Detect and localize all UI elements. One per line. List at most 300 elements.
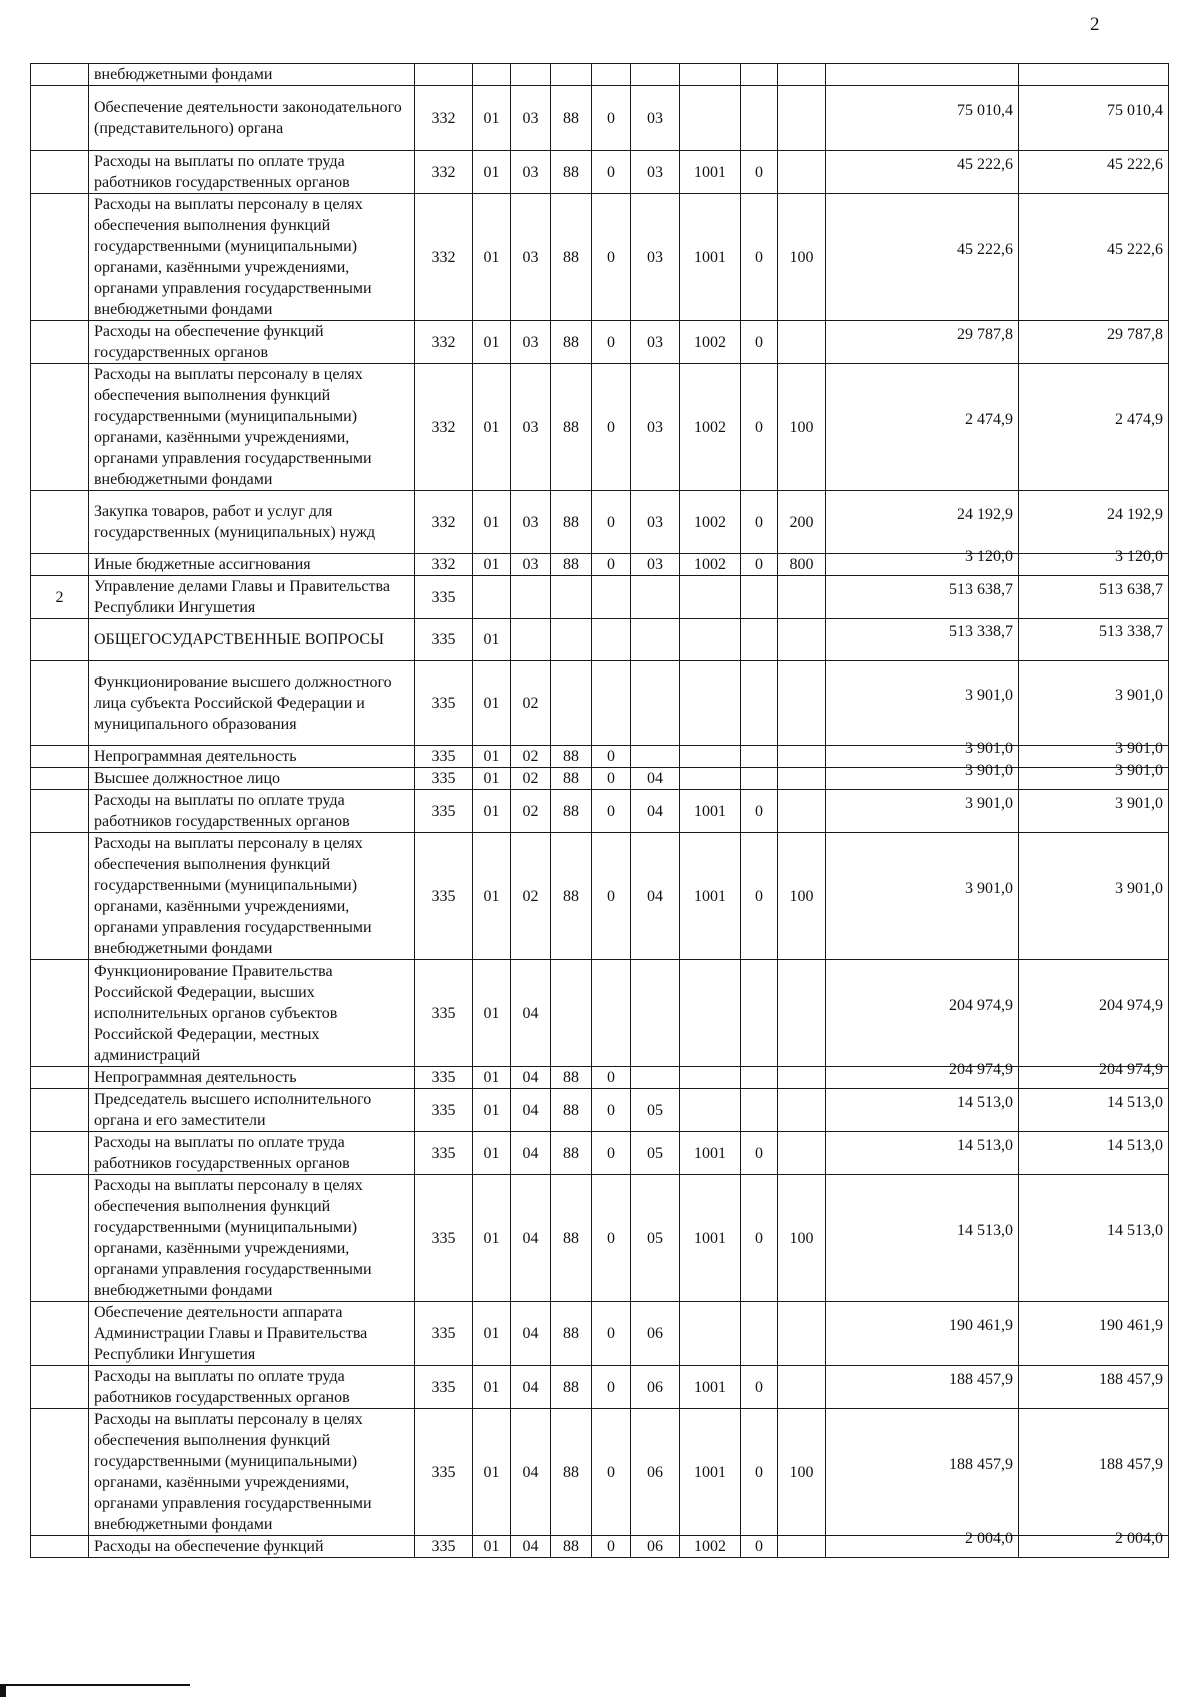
item-code-cell — [680, 661, 741, 746]
row-number-cell — [31, 619, 89, 661]
row-number-cell — [31, 364, 89, 491]
section-code-cell: 01 — [473, 554, 511, 576]
expense-name-cell: Управление делами Главы и Правительства Республики Ингушетия — [89, 576, 415, 619]
program-code-cell: 88 — [551, 833, 592, 960]
item-code-cell: 1002 — [680, 554, 741, 576]
subsection-code-cell: 03 — [511, 554, 551, 576]
gov-code-cell: 335 — [415, 1067, 473, 1089]
amount-value: 3 901,0 — [1115, 879, 1163, 897]
amount-value: 75 010,4 — [957, 101, 1013, 119]
direction-code-cell: 06 — [631, 1366, 680, 1409]
subprogram-code-cell: 0 — [592, 1089, 631, 1132]
gov-code-cell: 335 — [415, 1132, 473, 1175]
expense-name-cell: Расходы на обеспечение функций — [89, 1536, 415, 1558]
amount-value: 14 513,0 — [957, 1136, 1013, 1154]
amount-value: 513 638,7 — [949, 580, 1013, 598]
subitem-code-cell — [741, 661, 778, 746]
subprogram-code-cell: 0 — [592, 364, 631, 491]
program-code-cell: 88 — [551, 86, 592, 151]
amount-cell-2 — [1019, 1089, 1169, 1132]
subsection-code-cell: 04 — [511, 1067, 551, 1089]
amount-value: 3 901,0 — [1115, 740, 1163, 757]
subprogram-code-cell: 0 — [592, 321, 631, 364]
amount-cell-2 — [1019, 619, 1169, 661]
gov-code-cell — [415, 64, 473, 86]
item-code-cell — [680, 619, 741, 661]
direction-code-cell — [631, 746, 680, 768]
subsection-code-cell: 04 — [511, 1132, 551, 1175]
table-row — [31, 554, 1169, 576]
subitem-code-cell: 0 — [741, 151, 778, 194]
gov-code-cell: 332 — [415, 86, 473, 151]
amount-value: 3 901,0 — [1115, 686, 1163, 704]
direction-code-cell: 06 — [631, 1536, 680, 1558]
budget-table — [30, 63, 1169, 1558]
table-row — [31, 619, 1169, 661]
section-code-cell: 01 — [473, 1132, 511, 1175]
amount-value: 3 901,0 — [965, 686, 1013, 704]
row-number-cell — [31, 833, 89, 960]
subsection-code-cell: 03 — [511, 194, 551, 321]
expense-type-code-cell — [778, 1366, 826, 1409]
program-code-cell: 88 — [551, 790, 592, 833]
item-code-cell: 1001 — [680, 194, 741, 321]
expense-type-code-cell — [778, 576, 826, 619]
expense-type-code-cell — [778, 86, 826, 151]
subprogram-code-cell: 0 — [592, 86, 631, 151]
item-code-cell: 1001 — [680, 1366, 741, 1409]
program-code-cell — [551, 960, 592, 1067]
expense-type-code-cell — [778, 151, 826, 194]
row-number-cell — [31, 321, 89, 364]
subsection-code-cell: 04 — [511, 1302, 551, 1366]
direction-code-cell: 04 — [631, 833, 680, 960]
row-number-cell: 2 — [31, 576, 89, 619]
item-code-cell — [680, 746, 741, 768]
expense-name-cell: Расходы на выплаты по оплате труда работников государственных органов — [89, 790, 415, 833]
amount-cell — [826, 1132, 1019, 1175]
row-number-cell — [31, 960, 89, 1067]
amount-value: 3 901,0 — [1115, 794, 1163, 812]
subprogram-code-cell: 0 — [592, 1132, 631, 1175]
expense-name-cell: Расходы на обеспечение функций государственных органов — [89, 321, 415, 364]
item-code-cell: 1002 — [680, 491, 741, 554]
amount-cell-2 — [1019, 1302, 1169, 1366]
amount-cell — [826, 1530, 1019, 1558]
amount-value: 45 222,6 — [1107, 155, 1163, 173]
table-row — [31, 1536, 1169, 1558]
section-code-cell — [473, 576, 511, 619]
expense-name-cell: Обеспечение деятельности аппарата Администрации Главы и Правительства Республики Ингушетия — [89, 1302, 415, 1366]
expense-type-code-cell — [778, 1302, 826, 1366]
subitem-code-cell — [741, 619, 778, 661]
subprogram-code-cell: 0 — [592, 1175, 631, 1302]
amount-cell-2 — [1019, 1175, 1169, 1302]
subsection-code-cell: 04 — [511, 1089, 551, 1132]
amount-cell-2 — [1019, 321, 1169, 364]
gov-code-cell: 335 — [415, 1175, 473, 1302]
subsection-code-cell: 03 — [511, 151, 551, 194]
amount-value: 3 901,0 — [965, 740, 1013, 757]
subitem-code-cell: 0 — [741, 364, 778, 491]
subitem-code-cell — [741, 746, 778, 768]
gov-code-cell: 332 — [415, 491, 473, 554]
amount-value: 188 457,9 — [1099, 1370, 1163, 1388]
subsection-code-cell: 04 — [511, 1536, 551, 1558]
amount-value: 75 010,4 — [1107, 101, 1163, 119]
page-number: 2 — [1090, 14, 1100, 35]
amount-cell-2 — [1019, 960, 1169, 1067]
gov-code-cell: 335 — [415, 746, 473, 768]
amount-cell-2 — [1019, 364, 1169, 491]
amount-value: 513 638,7 — [1099, 580, 1163, 598]
amount-cell-2 — [1019, 790, 1169, 833]
subitem-code-cell: 0 — [741, 1175, 778, 1302]
program-code-cell — [551, 661, 592, 746]
table-row — [31, 1302, 1169, 1366]
section-code-cell: 01 — [473, 1366, 511, 1409]
expense-name-cell: Расходы на выплаты по оплате труда работников государственных органов — [89, 151, 415, 194]
subitem-code-cell — [741, 1089, 778, 1132]
table-row — [31, 1089, 1169, 1132]
subsection-code-cell: 02 — [511, 833, 551, 960]
program-code-cell: 88 — [551, 1175, 592, 1302]
amount-cell — [826, 960, 1019, 1067]
item-code-cell: 1001 — [680, 1409, 741, 1536]
subitem-code-cell: 0 — [741, 321, 778, 364]
amount-value: 188 457,9 — [949, 1455, 1013, 1473]
subsection-code-cell: 03 — [511, 86, 551, 151]
item-code-cell — [680, 86, 741, 151]
amount-cell — [826, 364, 1019, 491]
item-code-cell: 1001 — [680, 1132, 741, 1175]
amount-cell-2 — [1019, 1366, 1169, 1409]
subprogram-code-cell: 0 — [592, 151, 631, 194]
amount-value: 14 513,0 — [1107, 1093, 1163, 1111]
amount-value: 204 974,9 — [1099, 1061, 1163, 1078]
table-row — [31, 86, 1169, 151]
row-number-cell — [31, 1067, 89, 1089]
expense-type-code-cell — [778, 1536, 826, 1558]
program-code-cell — [551, 619, 592, 661]
subitem-code-cell: 0 — [741, 491, 778, 554]
table-row — [31, 491, 1169, 554]
table-row — [31, 960, 1169, 1067]
expense-type-code-cell — [778, 1132, 826, 1175]
expense-name-cell: Функционирование высшего должностного лица субъекта Российской Федерации и муниципального образования — [89, 661, 415, 746]
subsection-code-cell: 03 — [511, 364, 551, 491]
direction-code-cell — [631, 661, 680, 746]
amount-cell — [826, 491, 1019, 554]
row-number-cell — [31, 661, 89, 746]
subitem-code-cell: 0 — [741, 790, 778, 833]
subprogram-code-cell: 0 — [592, 1302, 631, 1366]
direction-code-cell: 03 — [631, 491, 680, 554]
item-code-cell — [680, 1067, 741, 1089]
amount-value: 188 457,9 — [949, 1370, 1013, 1388]
program-code-cell: 88 — [551, 1089, 592, 1132]
section-code-cell: 01 — [473, 1536, 511, 1558]
expense-name-cell: Закупка товаров, работ и услуг для государственных (муниципальных) нужд — [89, 491, 415, 554]
direction-code-cell: 05 — [631, 1175, 680, 1302]
item-code-cell: 1002 — [680, 364, 741, 491]
direction-code-cell: 06 — [631, 1302, 680, 1366]
expense-name-cell: Непрограммная деятельность — [89, 1067, 415, 1089]
amount-cell — [826, 1409, 1019, 1536]
program-code-cell: 88 — [551, 321, 592, 364]
item-code-cell: 1002 — [680, 321, 741, 364]
amount-value: 204 974,9 — [1099, 996, 1163, 1014]
amount-cell — [826, 576, 1019, 619]
expense-type-code-cell — [778, 1067, 826, 1089]
amount-cell — [826, 762, 1019, 790]
expense-type-code-cell — [778, 790, 826, 833]
subitem-code-cell: 0 — [741, 554, 778, 576]
amount-value: 3 901,0 — [1115, 762, 1163, 779]
subitem-code-cell — [741, 86, 778, 151]
amount-cell — [826, 833, 1019, 960]
row-number-cell — [31, 554, 89, 576]
gov-code-cell: 332 — [415, 151, 473, 194]
gov-code-cell: 335 — [415, 790, 473, 833]
budget-table-body — [31, 64, 1169, 1558]
expense-name-cell: Непрограммная деятельность — [89, 746, 415, 768]
amount-cell — [826, 619, 1019, 661]
gov-code-cell: 335 — [415, 661, 473, 746]
expense-type-code-cell — [778, 1089, 826, 1132]
row-number-cell — [31, 1132, 89, 1175]
table-row — [31, 1175, 1169, 1302]
table-row — [31, 576, 1169, 619]
row-number-cell — [31, 1302, 89, 1366]
table-row — [31, 790, 1169, 833]
section-code-cell: 01 — [473, 1089, 511, 1132]
amount-value: 14 513,0 — [1107, 1221, 1163, 1239]
amount-cell-2 — [1019, 576, 1169, 619]
subitem-code-cell — [741, 1302, 778, 1366]
row-number-cell — [31, 1409, 89, 1536]
expense-name-cell: Расходы на выплаты персоналу в целях обеспечения выполнения функций государственными (муниципальными) органами, казёнными учреждениями, органами управления государственными внебюджетными фондами — [89, 833, 415, 960]
expense-name-cell: Председатель высшего исполнительного органа и его заместители — [89, 1089, 415, 1132]
amount-value: 204 974,9 — [949, 996, 1013, 1014]
expense-type-code-cell: 100 — [778, 194, 826, 321]
amount-value: 14 513,0 — [1107, 1136, 1163, 1154]
amount-cell — [826, 1061, 1019, 1089]
table-row — [31, 64, 1169, 86]
bottom-rule — [0, 1684, 190, 1686]
subprogram-code-cell: 0 — [592, 746, 631, 768]
expense-name-cell: Расходы на выплаты по оплате труда работников государственных органов — [89, 1132, 415, 1175]
subsection-code-cell — [511, 576, 551, 619]
section-code-cell: 01 — [473, 790, 511, 833]
item-code-cell — [680, 1089, 741, 1132]
amount-value: 29 787,8 — [957, 325, 1013, 343]
subprogram-code-cell: 0 — [592, 790, 631, 833]
expense-name-cell: внебюджетными фондами — [89, 64, 415, 86]
amount-value: 2 474,9 — [965, 410, 1013, 428]
amount-value: 188 457,9 — [1099, 1455, 1163, 1473]
section-code-cell: 01 — [473, 746, 511, 768]
amount-cell — [826, 1175, 1019, 1302]
subitem-code-cell — [741, 576, 778, 619]
row-number-cell — [31, 746, 89, 768]
amount-cell-2 — [1019, 151, 1169, 194]
section-code-cell: 01 — [473, 768, 511, 790]
direction-code-cell: 03 — [631, 86, 680, 151]
program-code-cell: 88 — [551, 194, 592, 321]
expense-type-code-cell: 100 — [778, 833, 826, 960]
table-row — [31, 364, 1169, 491]
table-row — [31, 321, 1169, 364]
item-code-cell: 1001 — [680, 151, 741, 194]
section-code-cell: 01 — [473, 1409, 511, 1536]
program-code-cell: 88 — [551, 364, 592, 491]
direction-code-cell — [631, 1067, 680, 1089]
subprogram-code-cell: 0 — [592, 768, 631, 790]
amount-cell — [826, 790, 1019, 833]
section-code-cell: 01 — [473, 364, 511, 491]
section-code-cell: 01 — [473, 1067, 511, 1089]
subitem-code-cell: 0 — [741, 1132, 778, 1175]
expense-name-cell: Расходы на выплаты персоналу в целях обеспечения выполнения функций государственными (муниципальными) органами, казёнными учреждениями, органами управления государственными внебюджетными фондами — [89, 1409, 415, 1536]
amount-value: 513 338,7 — [949, 623, 1013, 640]
direction-code-cell: 05 — [631, 1089, 680, 1132]
subsection-code-cell: 02 — [511, 746, 551, 768]
subsection-code-cell: 03 — [511, 321, 551, 364]
row-number-cell — [31, 790, 89, 833]
direction-code-cell: 03 — [631, 194, 680, 321]
gov-code-cell: 335 — [415, 1302, 473, 1366]
item-code-cell — [680, 64, 741, 86]
expense-name-cell: Расходы на выплаты персоналу в целях обеспечения выполнения функций государственными (муниципальными) органами, казёнными учреждениями, органами управления государственными внебюджетными фондами — [89, 1175, 415, 1302]
subitem-code-cell: 0 — [741, 1536, 778, 1558]
amount-value: 2 004,0 — [1115, 1530, 1163, 1547]
subprogram-code-cell — [592, 576, 631, 619]
expense-type-code-cell: 200 — [778, 491, 826, 554]
amount-cell — [826, 151, 1019, 194]
amount-value: 14 513,0 — [957, 1093, 1013, 1111]
subitem-code-cell — [741, 960, 778, 1067]
amount-value: 45 222,6 — [957, 155, 1013, 173]
subitem-code-cell — [741, 64, 778, 86]
subsection-code-cell — [511, 619, 551, 661]
amount-cell — [826, 1089, 1019, 1132]
amount-value: 190 461,9 — [949, 1317, 1013, 1334]
subsection-code-cell: 04 — [511, 960, 551, 1067]
amount-value: 24 192,9 — [957, 505, 1013, 523]
subprogram-code-cell: 0 — [592, 1536, 631, 1558]
section-code-cell: 01 — [473, 491, 511, 554]
expense-name-cell: Высшее должностное лицо — [89, 768, 415, 790]
gov-code-cell: 335 — [415, 1089, 473, 1132]
subsection-code-cell: 03 — [511, 491, 551, 554]
item-code-cell: 1001 — [680, 833, 741, 960]
section-code-cell: 01 — [473, 960, 511, 1067]
subsection-code-cell: 04 — [511, 1409, 551, 1536]
row-number-cell — [31, 86, 89, 151]
program-code-cell: 88 — [551, 151, 592, 194]
expense-name-cell: Расходы на выплаты персоналу в целях обеспечения выполнения функций государственными (муниципальными) органами, казёнными учреждениями, органами управления государственными внебюджетными фондами — [89, 194, 415, 321]
direction-code-cell: 03 — [631, 554, 680, 576]
amount-value: 45 222,6 — [1107, 240, 1163, 258]
bottom-mark — [0, 1684, 6, 1697]
section-code-cell: 01 — [473, 86, 511, 151]
expense-type-code-cell: 100 — [778, 364, 826, 491]
row-number-cell — [31, 768, 89, 790]
subprogram-code-cell: 0 — [592, 554, 631, 576]
program-code-cell — [551, 64, 592, 86]
amount-cell-2 — [1019, 762, 1169, 790]
item-code-cell — [680, 576, 741, 619]
amount-cell-2 — [1019, 548, 1169, 576]
amount-cell — [826, 86, 1019, 151]
expense-type-code-cell — [778, 768, 826, 790]
row-number-cell — [31, 64, 89, 86]
amount-value: 3 120,0 — [1115, 548, 1163, 565]
subprogram-code-cell: 0 — [592, 1067, 631, 1089]
table-row — [31, 1409, 1169, 1536]
expense-type-code-cell: 100 — [778, 1175, 826, 1302]
table-row — [31, 1366, 1169, 1409]
gov-code-cell: 335 — [415, 768, 473, 790]
item-code-cell: 1001 — [680, 790, 741, 833]
amount-cell — [826, 1366, 1019, 1409]
table-row — [31, 1067, 1169, 1089]
subitem-code-cell: 0 — [741, 1409, 778, 1536]
section-code-cell — [473, 64, 511, 86]
gov-code-cell: 335 — [415, 960, 473, 1067]
direction-code-cell: 05 — [631, 1132, 680, 1175]
amount-cell-2 — [1019, 1530, 1169, 1558]
row-number-cell — [31, 1536, 89, 1558]
amount-value: 204 974,9 — [949, 1061, 1013, 1078]
subprogram-code-cell: 0 — [592, 1366, 631, 1409]
amount-cell-2 — [1019, 64, 1169, 86]
gov-code-cell: 335 — [415, 619, 473, 661]
gov-code-cell: 332 — [415, 364, 473, 491]
row-number-cell — [31, 1366, 89, 1409]
expense-type-code-cell — [778, 746, 826, 768]
direction-code-cell: 06 — [631, 1409, 680, 1536]
amount-cell — [826, 661, 1019, 746]
amount-cell-2 — [1019, 86, 1169, 151]
program-code-cell: 88 — [551, 1067, 592, 1089]
expense-name-cell: Иные бюджетные ассигнования — [89, 554, 415, 576]
row-number-cell — [31, 151, 89, 194]
amount-value: 513 338,7 — [1099, 623, 1163, 640]
gov-code-cell: 332 — [415, 554, 473, 576]
amount-value: 3 901,0 — [965, 794, 1013, 812]
amount-value: 14 513,0 — [957, 1221, 1013, 1239]
program-code-cell: 88 — [551, 746, 592, 768]
gov-code-cell: 335 — [415, 1409, 473, 1536]
section-code-cell: 01 — [473, 151, 511, 194]
item-code-cell: 1002 — [680, 1536, 741, 1558]
amount-value: 3 901,0 — [965, 762, 1013, 779]
expense-type-code-cell — [778, 321, 826, 364]
program-code-cell: 88 — [551, 554, 592, 576]
subsection-code-cell: 04 — [511, 1175, 551, 1302]
amount-cell — [826, 194, 1019, 321]
section-code-cell: 01 — [473, 1302, 511, 1366]
program-code-cell: 88 — [551, 1132, 592, 1175]
amount-cell — [826, 1302, 1019, 1366]
direction-code-cell: 04 — [631, 790, 680, 833]
direction-code-cell — [631, 64, 680, 86]
section-code-cell: 01 — [473, 833, 511, 960]
subsection-code-cell: 04 — [511, 1366, 551, 1409]
expense-type-code-cell: 100 — [778, 1409, 826, 1536]
